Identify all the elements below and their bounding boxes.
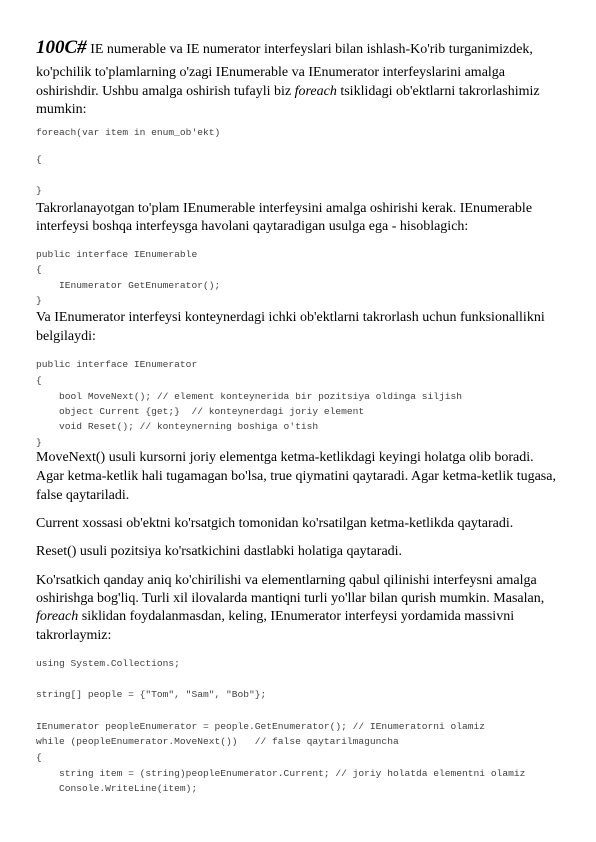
code-example-line-3: IEnumerator peopleEnumerator = people.GetEnumerator(); // IEnumeratorni olamiz (36, 721, 486, 732)
code-ienumerator-line-3: bool MoveNext(); // element konteynerida bir pozitsiya oldinga siljish (36, 391, 463, 402)
code-ienumerable-line-2: { (36, 264, 42, 275)
p2-line-2: interfeysi boshqa interfeysga havolani qaytaradigan usulga ega - hisoblagich: (36, 219, 469, 234)
intro-text-3a: oshirishdir. Ushbu amalga oshirish tufayli biz (36, 84, 295, 99)
p7-line-1: Ko'rsatkich qanday aniq ko'chirilishi va elementlarning qabul qilinishi interfeysni amalga (36, 573, 537, 588)
intro-foreach-keyword: foreach (294, 84, 337, 99)
code-ienumerable-line-4: } (36, 295, 42, 306)
intro-line-2: ko'pchilik to'plamlarning o'zagi IEnumerable va IEnumerator interfeyslarini amalga (36, 65, 506, 80)
p7-line-4: takrorlaymiz: (36, 628, 112, 643)
intro-text-3b: tsiklidagi ob'ektlarni takrorlashimiz (336, 84, 540, 99)
p4-line-2: Agar ketma-ketlik hali tugamagan bo'lsa, true qiymatini qaytaradi. Agar ketma-ketlik tugasa, (36, 469, 556, 484)
p7-line-3 (36, 607, 566, 626)
code-ienumerator-line-1: public interface IEnumerator (36, 359, 198, 370)
p3-line-1: Va IEnumerator interfeysi konteynerdagi ichki ob'ektlarni takrorlash uchun funksionallikni (36, 310, 545, 325)
heading-number: 100C# (36, 37, 87, 58)
intro-line-1 (36, 38, 566, 59)
p3-line-2: belgilaydi: (36, 329, 96, 344)
code-ienumerator-line-5: void Reset(); // konteynerning boshiga o'tish (36, 421, 319, 432)
code-example-line-2: string[] people = {"Tom", "Sam", "Bob"}; (36, 689, 267, 700)
code-ienumerable-line-3: IEnumerator GetEnumerator(); (36, 280, 221, 291)
intro-text-1: IE numerable va IE numerator interfeyslari bilan ishlash-Ko'rib turganimizdek, (86, 42, 533, 57)
p7-text-3b: siklidan foydalanmasdan, keling, IEnumerator interfeysi yordamida massivni (78, 609, 515, 624)
code-foreach-line-2: { (36, 154, 42, 165)
code-foreach-line-1: foreach(var item in enum_ob'ekt) (36, 127, 221, 138)
intro-line-4: mumkin: (36, 102, 87, 117)
p7-line-2: oshirishga bog'liq. Turli xil ilovalarda mantiqni turli yo'llar bilan qurish mumkin. Masalan, (36, 591, 545, 606)
p4-line-1: MoveNext() usuli kursorni joriy elementga ketma-ketlikdagi keyingi holatga olib boradi. (36, 450, 534, 465)
p4-line-3: false qaytariladi. (36, 488, 130, 503)
code-example-line-6: string item = (string)peopleEnumerator.Current; // joriy holatda elementni olamiz (36, 768, 526, 779)
p5-line-1: Current xossasi ob'ektni ko'rsatgich tomonidan ko'rsatilgan ketma-ketlikda qaytaradi. (36, 516, 514, 531)
p7-foreach-keyword: foreach (36, 609, 79, 624)
code-ienumerator-line-2: { (36, 375, 42, 386)
code-example-line-5: { (36, 752, 42, 763)
code-example-line-7: Console.WriteLine(item); (36, 783, 198, 794)
code-example-line-1: using System.Collections; (36, 658, 180, 669)
code-example-line-4: while (peopleEnumerator.MoveNext()) // false qaytarilmaguncha (36, 736, 399, 747)
intro-line-3 (36, 82, 566, 101)
code-ienumerator-line-6: } (36, 437, 42, 448)
code-ienumerator-line-4: object Current {get;} // konteynerdagi joriy element (36, 406, 365, 417)
code-foreach-line-3: } (36, 185, 42, 196)
code-ienumerable-line-1: public interface IEnumerable (36, 249, 198, 260)
p2-line-1: Takrorlanayotgan to'plam IEnumerable interfeysini amalga oshirishi kerak. IEnumerable (36, 201, 533, 216)
p6-line-1: Reset() usuli pozitsiya ko'rsatkichini dastlabki holatiga qaytaradi. (36, 544, 403, 559)
